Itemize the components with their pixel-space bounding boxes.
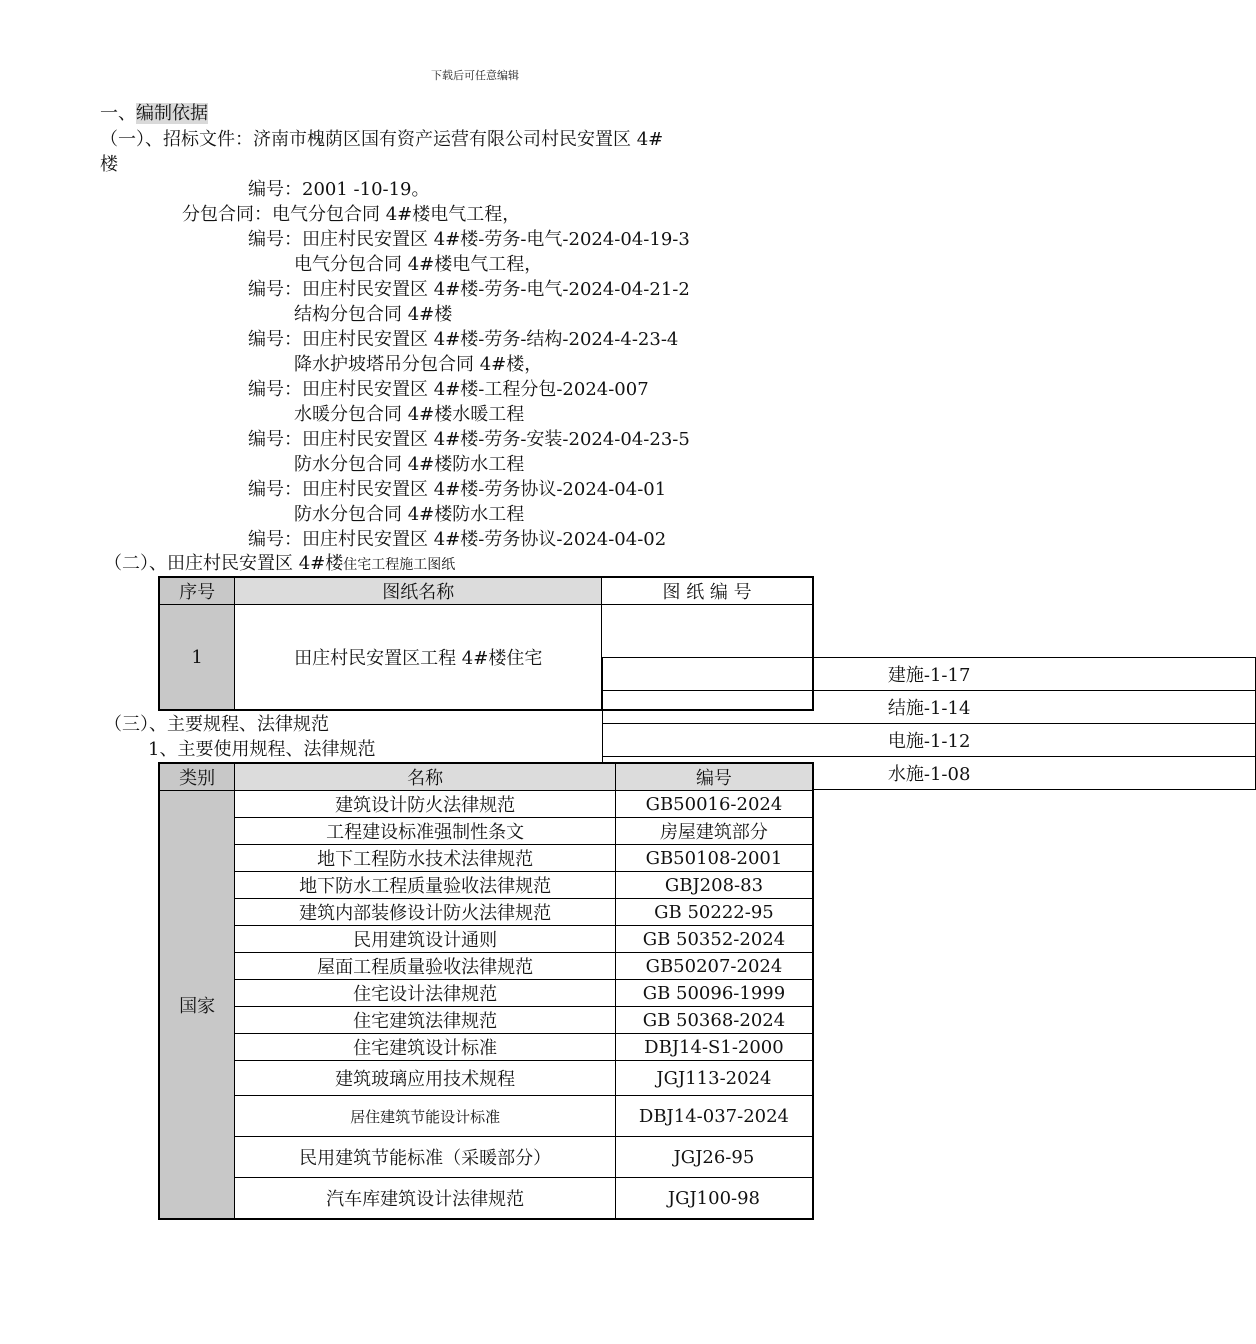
drawings-name-cell: 田庄村民安置区工程 4#楼住宅 bbox=[235, 605, 602, 711]
drawings-heading-suffix: 住宅工程施工图纸 bbox=[343, 557, 456, 573]
section-number: 一、 bbox=[100, 103, 136, 124]
code-number: GB 50368-2024 bbox=[615, 1007, 813, 1034]
tender-document-line-wrap: 楼 bbox=[100, 154, 118, 175]
section-heading bbox=[100, 101, 208, 126]
drawings-header-index: 序号 bbox=[159, 577, 235, 605]
codes-subheading: 1、主要使用规程、法律规范 bbox=[148, 739, 376, 760]
basis-line: 防水分包合同 4#楼防水工程 bbox=[294, 454, 525, 475]
basis-line: 分包合同：电气分包合同 4#楼电气工程， bbox=[182, 204, 521, 225]
page-header: 下载后可任意编辑 bbox=[431, 69, 519, 82]
codes-heading: （三）、主要规程、法律规范 bbox=[104, 714, 329, 735]
drawings-header-name: 图纸名称 bbox=[235, 577, 602, 605]
code-number: JGJ26-95 bbox=[615, 1137, 813, 1178]
code-number: GB50207-2024 bbox=[615, 953, 813, 980]
basis-line: 编号：田庄村民安置区 4#楼-劳务-电气-2024-04-19-3 bbox=[248, 229, 690, 250]
code-number: GBJ208-83 bbox=[615, 872, 813, 899]
drawings-index-cell: 1 bbox=[159, 605, 235, 711]
basis-line: 编号：田庄村民安置区 4#楼-劳务-安装-2024-04-23-5 bbox=[248, 429, 690, 450]
code-name: 工程建设标准强制性条文 bbox=[235, 818, 616, 845]
code-name: 居住建筑节能设计标准 bbox=[235, 1096, 616, 1137]
basis-line: 编号：2001 -10-19。 bbox=[248, 179, 430, 200]
basis-line: 编号：田庄村民安置区 4#楼-劳务协议-2024-04-01 bbox=[248, 479, 667, 500]
code-number: GB 50222-95 bbox=[615, 899, 813, 926]
basis-line: 水暖分包合同 4#楼水暖工程 bbox=[294, 404, 525, 425]
codes-header-code: 编号 bbox=[615, 763, 813, 791]
drawings-heading bbox=[104, 551, 455, 578]
code-number: 房屋建筑部分 bbox=[615, 818, 813, 845]
code-name: 屋面工程质量验收法律规范 bbox=[235, 953, 616, 980]
basis-line: 编号：田庄村民安置区 4#楼-劳务协议-2024-04-02 bbox=[248, 529, 667, 550]
code-name: 建筑玻璃应用技术规程 bbox=[235, 1061, 616, 1096]
codes-header-name: 名称 bbox=[235, 763, 616, 791]
drawing-number: 电施-1-12 bbox=[603, 724, 1256, 757]
basis-line: 结构分包合同 4#楼 bbox=[294, 304, 453, 325]
code-name: 汽车库建筑设计法律规范 bbox=[235, 1178, 616, 1220]
drawing-number: 结施-1-14 bbox=[603, 691, 1256, 724]
code-name: 建筑内部装修设计防火法律规范 bbox=[235, 899, 616, 926]
code-number: GB50016-2024 bbox=[615, 791, 813, 818]
code-number: DBJ14-S1-2000 bbox=[615, 1034, 813, 1061]
codes-table bbox=[158, 762, 814, 1220]
section-title: 编制依据 bbox=[136, 103, 208, 124]
code-name: 民用建筑节能标准（采暖部分） bbox=[235, 1137, 616, 1178]
code-name: 住宅设计法律规范 bbox=[235, 980, 616, 1007]
code-number: JGJ113-2024 bbox=[615, 1061, 813, 1096]
code-number: JGJ100-98 bbox=[615, 1178, 813, 1220]
drawing-number: 建施-1-17 bbox=[603, 658, 1256, 691]
code-name: 住宅建筑法律规范 bbox=[235, 1007, 616, 1034]
code-name: 地下工程防水技术法律规范 bbox=[235, 845, 616, 872]
codes-header-category: 类别 bbox=[159, 763, 235, 791]
code-number: GB 50096-1999 bbox=[615, 980, 813, 1007]
basis-line: 编号：田庄村民安置区 4#楼-工程分包-2024-007 bbox=[248, 379, 649, 400]
drawings-header-number: 图 纸 编 号 bbox=[602, 577, 813, 605]
code-number: GB50108-2001 bbox=[615, 845, 813, 872]
code-number: DBJ14-037-2024 bbox=[615, 1096, 813, 1137]
basis-line: 编号：田庄村民安置区 4#楼-劳务-电气-2024-04-21-2 bbox=[248, 279, 690, 300]
basis-line: 降水护坡塔吊分包合同 4#楼， bbox=[294, 354, 543, 375]
code-name: 民用建筑设计通则 bbox=[235, 926, 616, 953]
drawing-number: 水施-1-08 bbox=[603, 757, 1256, 790]
code-name: 住宅建筑设计标准 bbox=[235, 1034, 616, 1061]
code-number: GB 50352-2024 bbox=[615, 926, 813, 953]
codes-category-cell: 国家 bbox=[159, 791, 235, 1220]
basis-line: 电气分包合同 4#楼电气工程， bbox=[294, 254, 543, 275]
code-name: 地下防水工程质量验收法律规范 bbox=[235, 872, 616, 899]
basis-line: 防水分包合同 4#楼防水工程 bbox=[294, 504, 525, 525]
drawings-heading-main: （二）、田庄村民安置区 4#楼 bbox=[104, 553, 344, 574]
basis-line: 编号：田庄村民安置区 4#楼-劳务-结构-2024-4-23-4 bbox=[248, 329, 679, 350]
code-name: 建筑设计防火法律规范 bbox=[235, 791, 616, 818]
tender-document-line: （一）、招标文件：济南市槐荫区国有资产运营有限公司村民安置区 4# bbox=[100, 129, 664, 150]
